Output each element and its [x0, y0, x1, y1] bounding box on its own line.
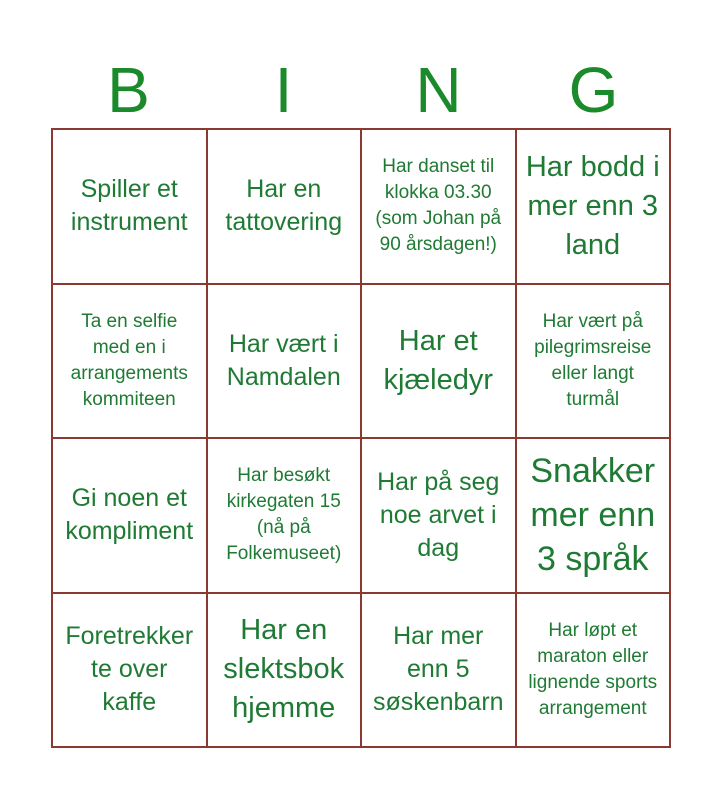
- bingo-cell-text: Har på seg noe arvet i dag: [377, 467, 500, 562]
- bingo-cell-text: Snakker mer enn 3 språk: [530, 452, 656, 579]
- bingo-cell[interactable]: [52, 593, 207, 748]
- bingo-cell[interactable]: [361, 129, 516, 284]
- bingo-cell[interactable]: [516, 438, 671, 593]
- bingo-cell[interactable]: [207, 129, 362, 284]
- bingo-cell-text: Spiller et instrument: [70, 175, 188, 237]
- bingo-cell-text: Har vært i Namdalen: [226, 329, 341, 391]
- bingo-cell-text: Har besøkt kirkegaten 15 (nå på Folkemuseet): [226, 465, 342, 565]
- header-letter-b: B: [107, 54, 150, 126]
- bingo-cell-text: Har en tattovering: [225, 175, 343, 237]
- bingo-cell[interactable]: [52, 129, 207, 284]
- bingo-cell-text: Har en slektsbok hjemme: [223, 614, 345, 725]
- bingo-cell[interactable]: [207, 593, 362, 748]
- bingo-cell[interactable]: [52, 438, 207, 593]
- header-letter-n: N: [415, 54, 462, 126]
- bingo-cell-text: Har løpt et maraton eller lignende sports arrangement: [528, 619, 658, 719]
- bingo-cell-text: Har mer enn 5 søskenbarn: [372, 622, 504, 717]
- bingo-cell-text: Har bodd i mer enn 3 land: [525, 150, 660, 261]
- bingo-header: [51, 50, 671, 130]
- bingo-cell-text: Har et kjæledyr: [383, 324, 494, 396]
- bingo-cell-text: Gi noen et kompliment: [65, 484, 194, 546]
- header-letter-g: G: [568, 54, 619, 126]
- bingo-cell[interactable]: [207, 438, 362, 593]
- bingo-cell[interactable]: [361, 284, 516, 439]
- bingo-cell-text: Foretrekker te over kaffe: [65, 622, 194, 717]
- bingo-cell[interactable]: [516, 593, 671, 748]
- bingo-cell-text: Ta en selfie med en i arrangements kommiteen: [70, 310, 188, 410]
- header-letter-i: I: [274, 54, 293, 126]
- bingo-cell-text: Har vært på pilegrimsreise eller langt turmål: [534, 310, 652, 410]
- bingo-cell[interactable]: [516, 129, 671, 284]
- bingo-cell[interactable]: [52, 284, 207, 439]
- bingo-cell[interactable]: [207, 284, 362, 439]
- bingo-cell-text: Har danset til klokka 03.30 (som Johan på 90 årsdagen!): [375, 156, 502, 256]
- bingo-cell[interactable]: [361, 438, 516, 593]
- bingo-board: [51, 128, 671, 748]
- bingo-cell[interactable]: [361, 593, 516, 748]
- bingo-cell[interactable]: [516, 284, 671, 439]
